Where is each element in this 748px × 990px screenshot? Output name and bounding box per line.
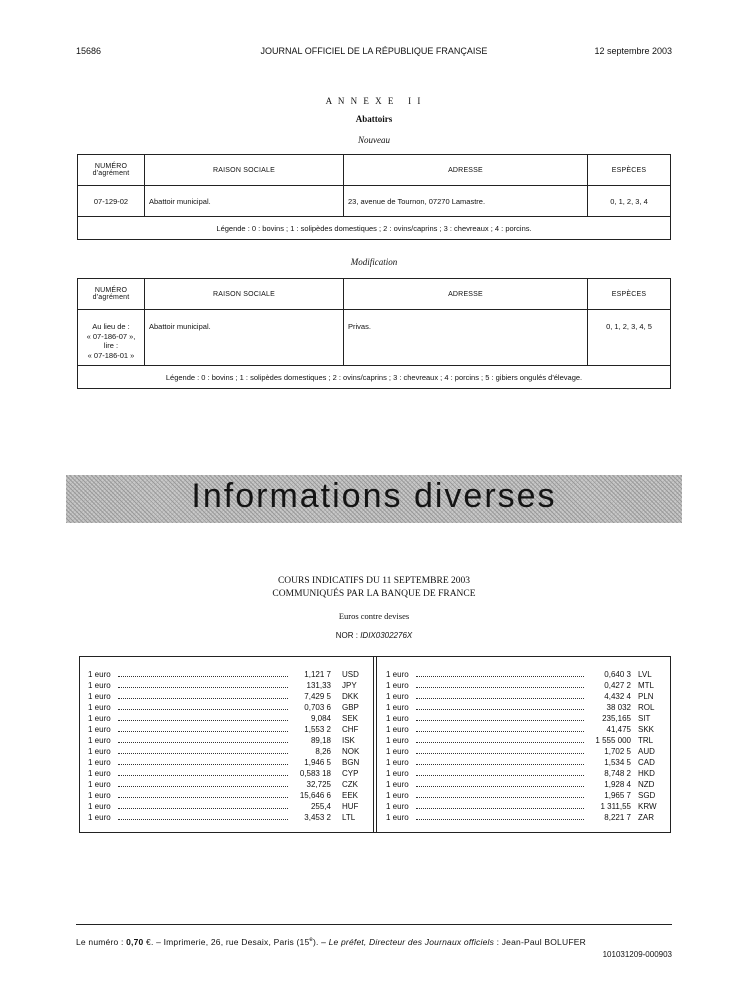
table-new — [77, 154, 671, 240]
rate-unit: 1 euro — [88, 714, 111, 723]
rate-value: 0,583 18 — [299, 769, 331, 778]
header-numero-line2: d'agrément — [92, 294, 130, 301]
rate-leader — [118, 753, 288, 754]
rate-leader — [118, 819, 288, 820]
rate-currency: AUD — [638, 747, 655, 756]
rate-currency: SEK — [342, 714, 359, 723]
rate-unit: 1 euro — [88, 703, 111, 712]
rate-unit: 1 euro — [88, 725, 111, 734]
rate-unit: 1 euro — [88, 791, 111, 800]
rate-value: 1,121 7 — [304, 670, 331, 679]
rate-row — [386, 779, 662, 790]
rate-leader — [416, 775, 584, 776]
rate-leader — [416, 819, 584, 820]
rate-row — [88, 757, 366, 768]
rate-value: 15,646 6 — [299, 791, 331, 800]
legend-text: Légende : 0 : bovins ; 1 : solipèdes domestiques ; 2 : ovins/caprins ; 3 : chevreaux ; 4 : porcins. — [78, 217, 671, 240]
rate-value: 0,427 2 — [604, 681, 631, 690]
cell-adresse: 23, avenue de Tournon, 07270 Lamastre. — [344, 186, 588, 217]
legend-row — [78, 366, 671, 389]
footer-imprimerie-sup: e — [309, 937, 313, 944]
header-numero — [78, 279, 145, 310]
rate-value: 7,429 5 — [304, 692, 331, 701]
rate-currency: NZD — [638, 780, 655, 789]
rate-leader — [416, 797, 584, 798]
rate-row — [88, 735, 366, 746]
rate-leader — [118, 764, 288, 765]
rate-currency: LVL — [638, 670, 652, 679]
footer-numero-label: Le numéro : — [76, 937, 124, 947]
section-banner — [66, 475, 682, 523]
rate-value: 1 555 000 — [595, 736, 631, 745]
section-new-title: Nouveau — [358, 135, 390, 145]
rate-leader — [118, 731, 288, 732]
rate-leader — [118, 797, 288, 798]
rate-currency: KRW — [638, 802, 657, 811]
legend-row — [78, 217, 671, 240]
rate-value: 9,084 — [310, 714, 331, 723]
rate-value: 8,748 2 — [604, 769, 631, 778]
rate-row — [88, 691, 366, 702]
rate-currency: CAD — [638, 758, 655, 767]
rate-row — [88, 779, 366, 790]
rate-row — [386, 746, 662, 757]
rate-row — [88, 724, 366, 735]
rate-row — [386, 702, 662, 713]
header-numero-line1: NUMÉRO — [94, 163, 128, 170]
rate-currency: USD — [342, 670, 359, 679]
rate-row — [386, 757, 662, 768]
rate-unit: 1 euro — [386, 769, 409, 778]
table-row — [78, 186, 671, 217]
rate-unit: 1 euro — [386, 813, 409, 822]
rate-unit: 1 euro — [386, 758, 409, 767]
rate-value: 1 311,55 — [600, 802, 631, 811]
cours-title-line1: COURS INDICATIFS DU 11 SEPTEMBRE 2003 — [277, 576, 471, 586]
rate-currency: PLN — [638, 692, 654, 701]
rate-value: 32,725 — [306, 780, 331, 789]
rate-value: 131,33 — [306, 681, 331, 690]
nor-value: IDIX0302276X — [360, 631, 413, 640]
annex-title: Abattoirs — [355, 114, 393, 124]
rate-unit: 1 euro — [386, 791, 409, 800]
rate-currency: CYP — [342, 769, 359, 778]
rate-unit: 1 euro — [386, 802, 409, 811]
rate-unit: 1 euro — [386, 747, 409, 756]
rate-row — [386, 680, 662, 691]
footer-prefet: – Le préfet, Directeur des Journaux officiels — [321, 937, 495, 947]
rate-unit: 1 euro — [386, 780, 409, 789]
rate-leader — [118, 775, 288, 776]
cell-numero — [78, 310, 145, 366]
rate-value: 0,640 3 — [604, 670, 631, 679]
table-row — [78, 310, 671, 366]
rate-currency: ZAR — [638, 813, 654, 822]
rate-leader — [416, 709, 584, 710]
rate-value: 1,928 4 — [604, 780, 631, 789]
page-number: 15686 — [76, 46, 102, 56]
footer-code: 101031209-000903 — [602, 950, 672, 959]
rate-leader — [118, 687, 288, 688]
rate-value: 255,4 — [310, 802, 331, 811]
rate-currency: MTL — [638, 681, 654, 690]
nor-reference — [0, 631, 748, 640]
rate-unit: 1 euro — [88, 769, 111, 778]
rate-unit: 1 euro — [88, 681, 111, 690]
exchange-rates-table — [79, 656, 671, 833]
rate-unit: 1 euro — [386, 703, 409, 712]
rate-currency: HUF — [342, 802, 359, 811]
rate-row — [88, 669, 366, 680]
banner-title: Informations diverses — [191, 477, 557, 515]
header-adresse: ADRESSE — [344, 155, 588, 186]
footer-line — [76, 937, 672, 947]
cell-especes: 0, 1, 2, 3, 4, 5 — [588, 310, 671, 366]
header-adresse: ADRESSE — [344, 279, 588, 310]
cours-subtitle-text: Euros contre devises — [338, 611, 410, 621]
rate-row — [386, 669, 662, 680]
rate-unit: 1 euro — [386, 725, 409, 734]
rate-unit: 1 euro — [386, 681, 409, 690]
rate-currency: DKK — [342, 692, 359, 701]
rate-leader — [416, 687, 584, 688]
rate-leader — [416, 698, 584, 699]
header-numero-line1: NUMÉRO — [94, 287, 128, 294]
cell-numero: 07-129-02 — [78, 186, 145, 217]
rate-currency: LTL — [342, 813, 356, 822]
rate-leader — [118, 808, 288, 809]
rate-unit: 1 euro — [88, 670, 111, 679]
rate-value: 1,965 7 — [604, 791, 631, 800]
cours-title-line2: COMMUNIQUÉS PAR LA BANQUE DE FRANCE — [272, 589, 476, 599]
rate-leader — [416, 676, 584, 677]
rate-currency: NOK — [342, 747, 360, 756]
rate-currency: CHF — [342, 725, 359, 734]
rate-currency: ISK — [342, 736, 355, 745]
rate-value: 0,703 6 — [304, 703, 331, 712]
rate-currency: GBP — [342, 703, 359, 712]
rate-row — [88, 812, 366, 823]
header-especes: ESPÈCES — [588, 279, 671, 310]
rate-unit: 1 euro — [88, 736, 111, 745]
rate-currency: BGN — [342, 758, 360, 767]
rate-leader — [118, 742, 288, 743]
rate-row — [88, 680, 366, 691]
rate-row — [88, 713, 366, 724]
header-raison: RAISON SOCIALE — [145, 279, 344, 310]
rate-leader — [416, 764, 584, 765]
rate-row — [386, 713, 662, 724]
rate-leader — [118, 720, 288, 721]
rate-unit: 1 euro — [386, 692, 409, 701]
rate-value: 235,165 — [602, 714, 631, 723]
rate-unit: 1 euro — [88, 747, 111, 756]
cell-raison: Abattoir municipal. — [145, 310, 344, 366]
rate-currency: ROL — [638, 703, 655, 712]
rate-value: 1,534 5 — [604, 758, 631, 767]
rate-row — [88, 801, 366, 812]
cell-numero-line4: « 07-186-01 » — [87, 350, 135, 360]
rate-value: 89,18 — [310, 736, 331, 745]
rate-value: 1,946 5 — [304, 758, 331, 767]
rate-value: 8,221 7 — [604, 813, 631, 822]
rate-unit: 1 euro — [386, 714, 409, 723]
legend-text: Légende : 0 : bovins ; 1 : solipèdes domestiques ; 2 : ovins/caprins ; 3 : chevreaux ; 4 : porcins ; 5 : gibiers ongulés d'élevage. — [78, 366, 671, 389]
rate-leader — [416, 808, 584, 809]
rate-unit: 1 euro — [88, 758, 111, 767]
rate-currency: CZK — [342, 780, 358, 789]
rate-row — [88, 790, 366, 801]
rate-row — [386, 735, 662, 746]
header-especes: ESPÈCES — [588, 155, 671, 186]
cell-numero-line3: lire : — [103, 341, 119, 350]
rate-value: 3,453 2 — [304, 813, 331, 822]
cell-adresse: Privas. — [344, 310, 588, 366]
rate-leader — [118, 709, 288, 710]
footer-currency: €. — [146, 937, 154, 947]
footer-imprimerie-end: ). — [312, 937, 319, 947]
table-modification — [77, 278, 671, 389]
annex-label: A N N E X E I I — [325, 96, 423, 106]
cours-subtitle — [0, 611, 748, 621]
rate-leader — [416, 742, 584, 743]
rate-unit: 1 euro — [386, 736, 409, 745]
table-header-row — [78, 155, 671, 186]
rates-column-left — [88, 669, 366, 823]
rate-leader — [118, 676, 288, 677]
rate-unit: 1 euro — [88, 692, 111, 701]
nor-label: NOR : — [335, 631, 358, 640]
rate-unit: 1 euro — [88, 813, 111, 822]
rate-value: 8,26 — [315, 747, 331, 756]
rate-unit: 1 euro — [386, 670, 409, 679]
footer-imprimerie: – Imprimerie, 26, rue Desaix, Paris (15 — [156, 937, 310, 947]
rate-currency: JPY — [342, 681, 357, 690]
rate-leader — [118, 786, 288, 787]
column-divider — [373, 657, 377, 832]
cell-especes: 0, 1, 2, 3, 4 — [588, 186, 671, 217]
rate-value: 41,475 — [606, 725, 631, 734]
rates-column-right — [386, 669, 662, 823]
rate-leader — [118, 698, 288, 699]
section-mod-title: Modification — [350, 257, 398, 267]
rate-row — [88, 768, 366, 779]
header-numero-line2: d'agrément — [92, 170, 130, 177]
header-raison: RAISON SOCIALE — [145, 155, 344, 186]
rate-leader — [416, 731, 584, 732]
cell-numero-line2: « 07-186-07 », — [86, 331, 136, 341]
rate-row — [88, 746, 366, 757]
cell-numero-line1: Au lieu de : — [92, 322, 130, 331]
rate-value: 1,553 2 — [304, 725, 331, 734]
rate-row — [386, 801, 662, 812]
cell-raison: Abattoir municipal. — [145, 186, 344, 217]
rate-value: 4,432 4 — [604, 692, 631, 701]
rate-currency: SIT — [638, 714, 651, 723]
journal-title: JOURNAL OFFICIEL DE LA RÉPUBLIQUE FRANÇAISE — [260, 46, 488, 56]
rate-row — [386, 812, 662, 823]
rate-currency: HKD — [638, 769, 655, 778]
rate-currency: TRL — [638, 736, 654, 745]
issue-date: 12 septembre 2003 — [594, 46, 672, 56]
rate-row — [88, 702, 366, 713]
rate-unit: 1 euro — [88, 780, 111, 789]
rate-unit: 1 euro — [88, 802, 111, 811]
rate-currency: SGD — [638, 791, 656, 800]
rate-currency: EEK — [342, 791, 359, 800]
rate-value: 1,702 5 — [604, 747, 631, 756]
rate-row — [386, 790, 662, 801]
rate-value: 38 032 — [606, 703, 631, 712]
rate-leader — [416, 786, 584, 787]
header-numero — [78, 155, 145, 186]
rate-row — [386, 724, 662, 735]
table-header-row — [78, 279, 671, 310]
rate-row — [386, 691, 662, 702]
rate-currency: SKK — [638, 725, 655, 734]
rate-leader — [416, 720, 584, 721]
footer-price: 0,70 — [126, 937, 144, 947]
rate-leader — [416, 753, 584, 754]
footer-rule — [76, 924, 672, 925]
footer-name: : Jean-Paul BOLUFER — [496, 937, 586, 947]
rate-row — [386, 768, 662, 779]
